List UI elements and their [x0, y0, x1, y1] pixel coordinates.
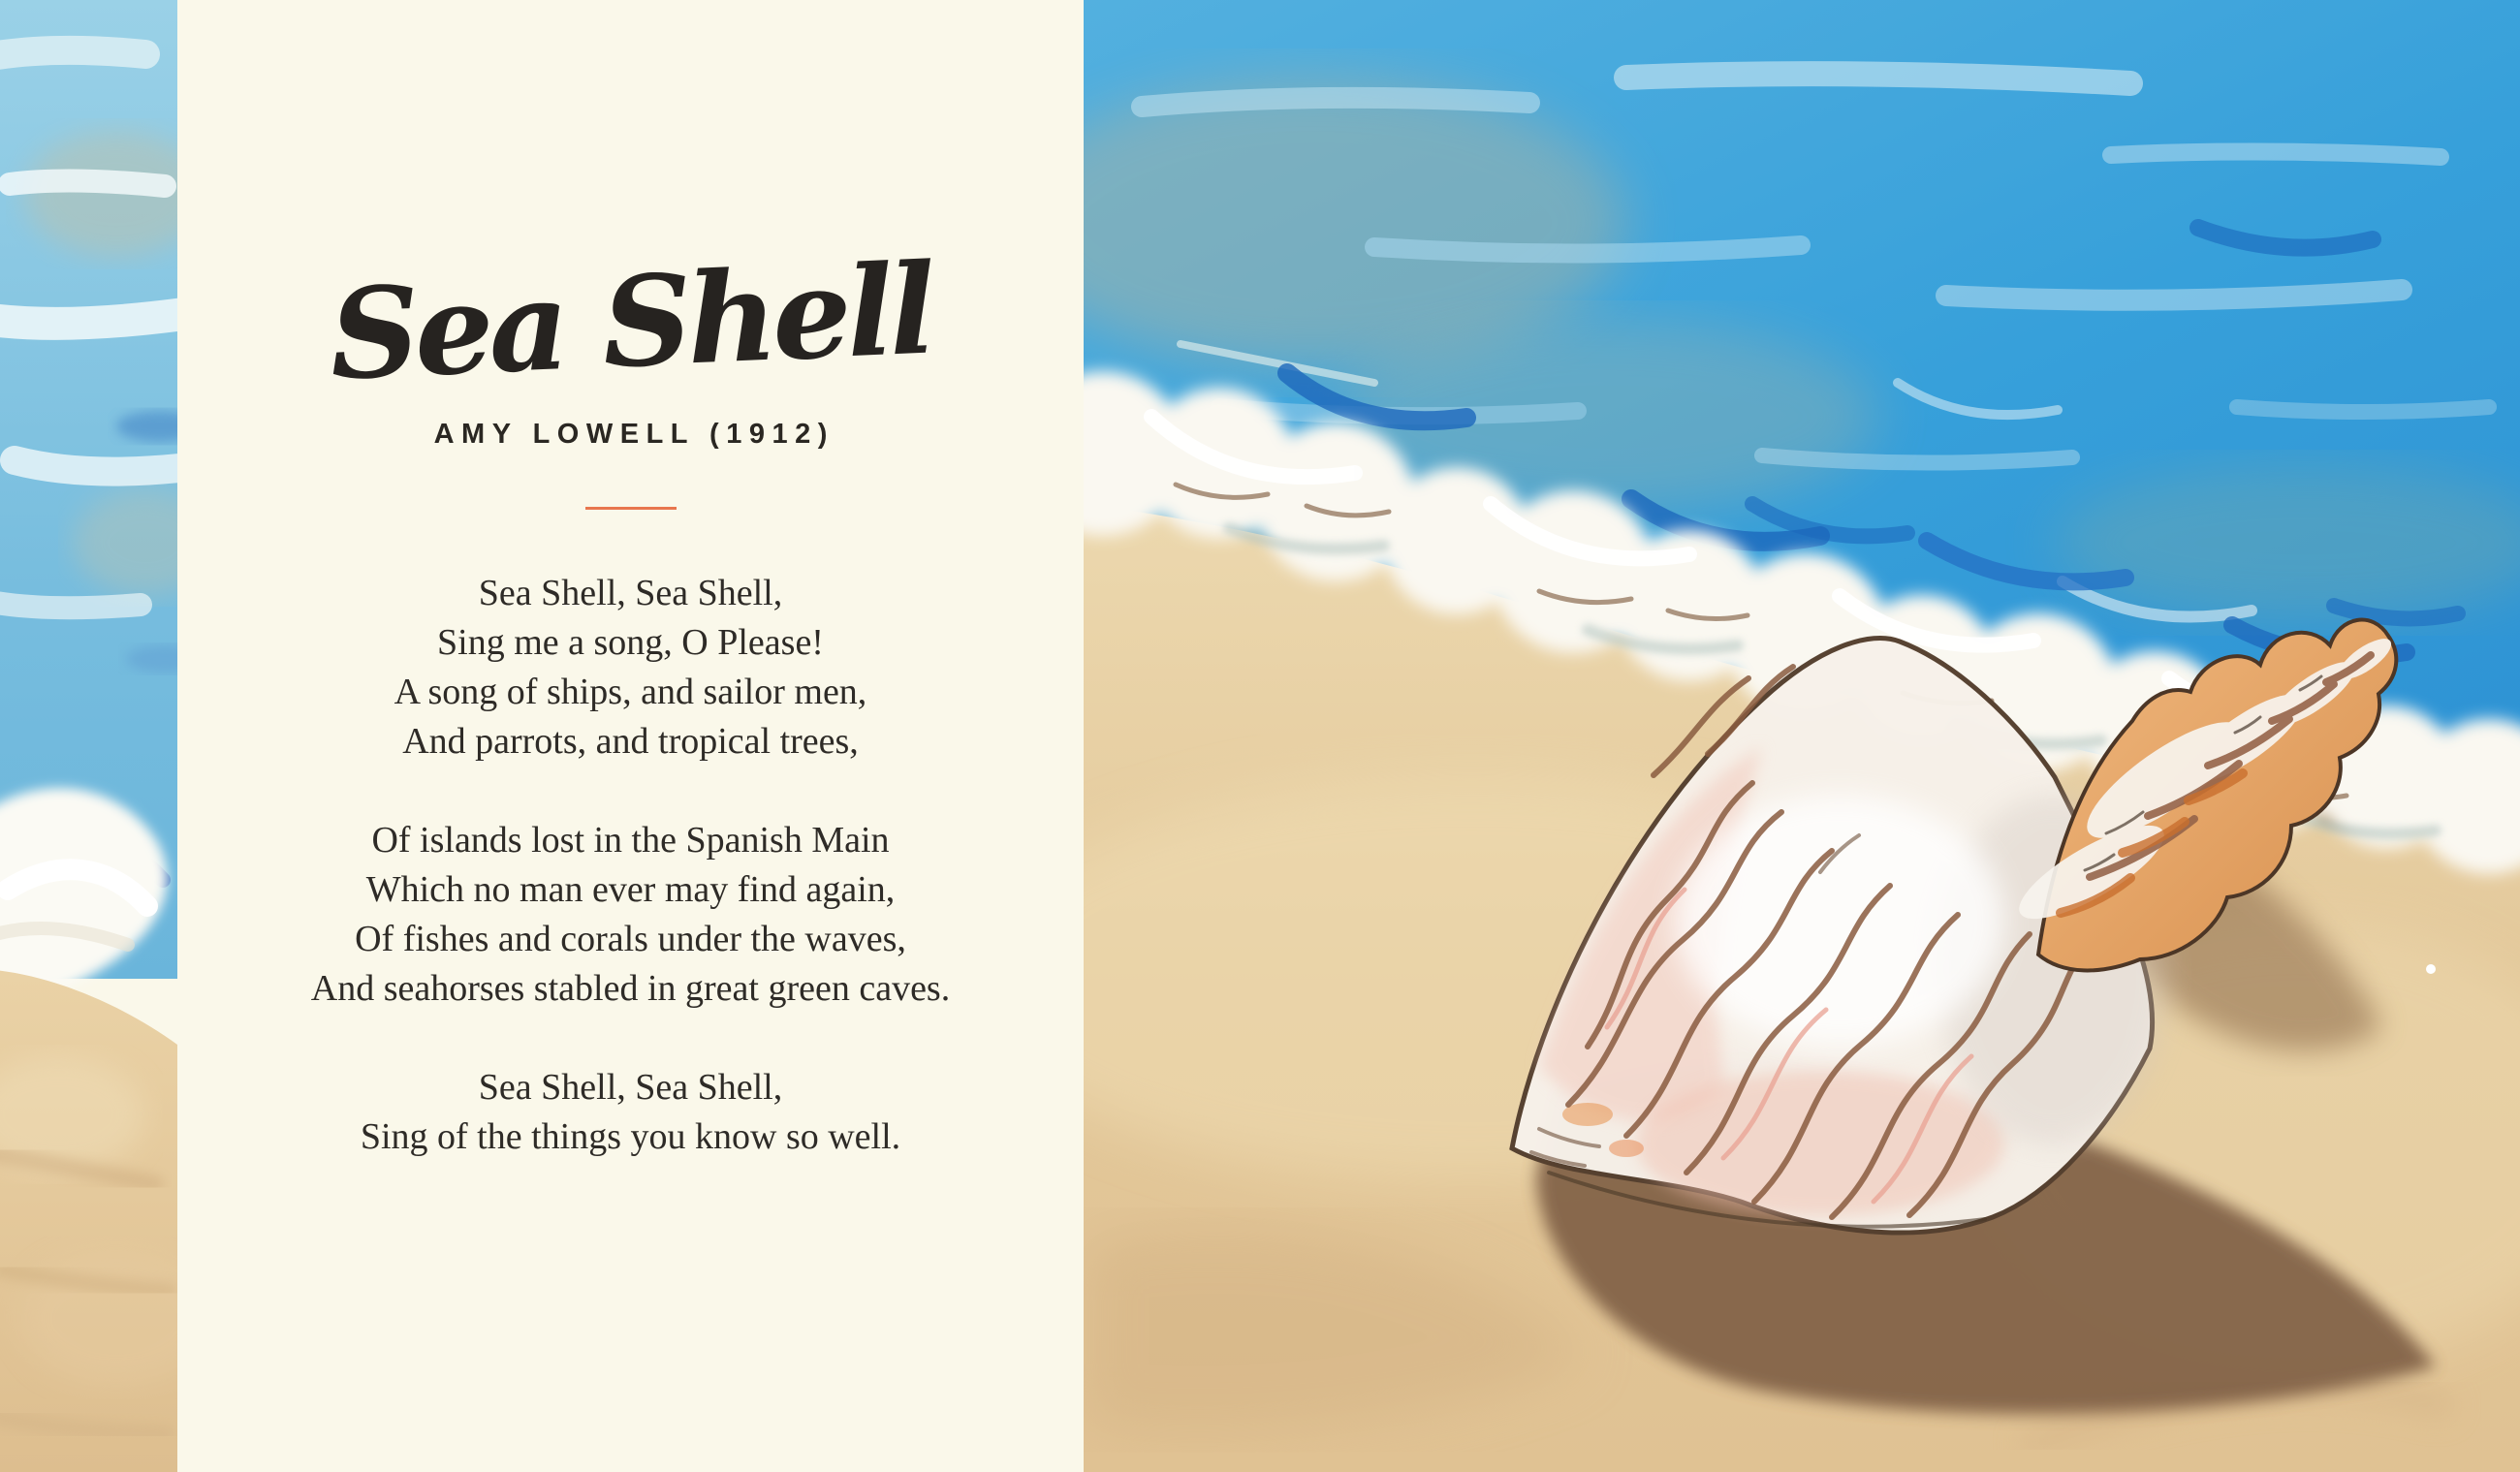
poem-line: Sing of the things you know so well. — [360, 1116, 901, 1157]
beach-shell-illustration — [1084, 0, 2520, 1472]
poem-stanza — [177, 1063, 1084, 1162]
poem-line: Which no man ever may find again, — [365, 869, 896, 910]
poem-line: Sea Shell, Sea Shell, — [478, 573, 783, 613]
poem-title: Sea Shell — [327, 236, 934, 409]
poem-page — [177, 0, 1084, 1472]
poem-line: A song of ships, and sailor men, — [394, 672, 867, 712]
left-beach-painting — [0, 0, 177, 1472]
poem-line: Of islands lost in the Spanish Main — [371, 820, 890, 861]
poem-text — [177, 569, 1084, 1211]
poem-stanza — [177, 816, 1084, 1014]
poem-author: AMY LOWELL (1912) — [433, 419, 835, 450]
poem-line: Sea Shell, Sea Shell, — [478, 1067, 783, 1108]
divider-rule — [585, 507, 677, 510]
poem-stanza — [177, 569, 1084, 767]
poem-line: And seahorses stabled in great green caves. — [310, 968, 951, 1009]
poem-line: Of fishes and corals under the waves, — [355, 919, 906, 959]
poem-line: And parrots, and tropical trees, — [402, 721, 859, 762]
poem-line: Sing me a song, O Please! — [437, 622, 824, 663]
left-sand-area — [0, 969, 177, 1472]
